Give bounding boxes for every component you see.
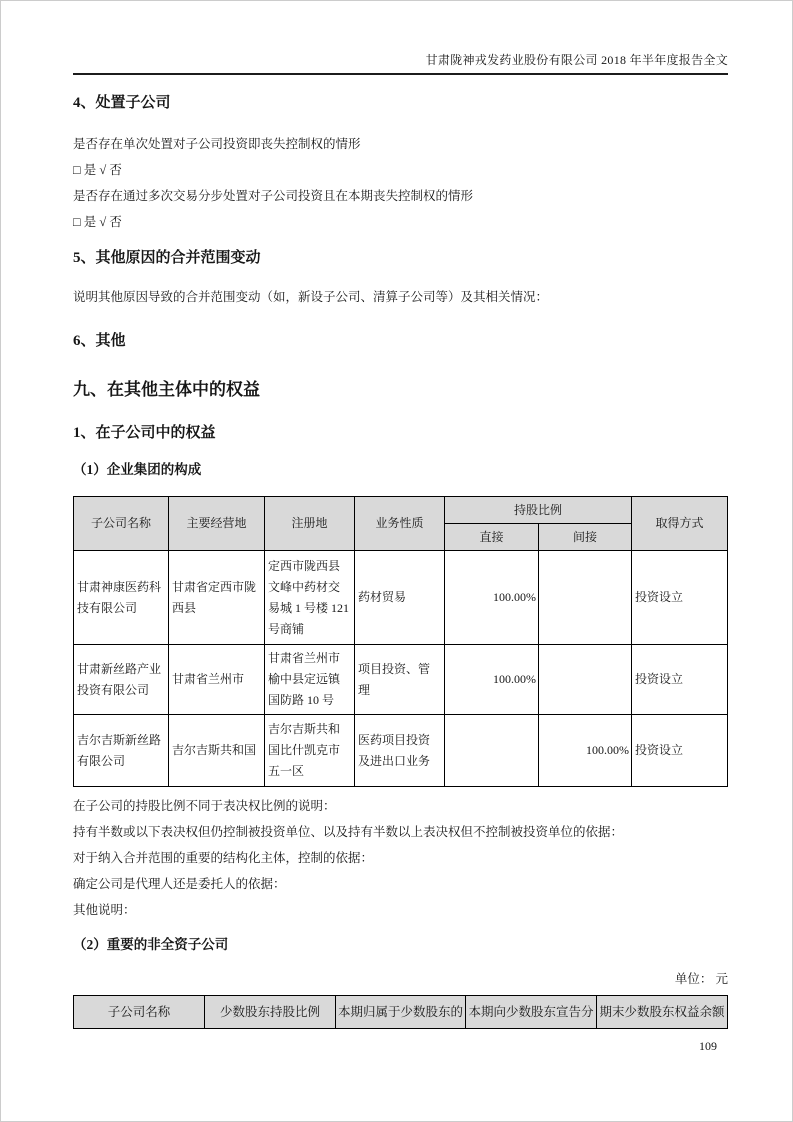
checkmark-icon: √ [99, 163, 107, 177]
subsidiaries-table [73, 496, 728, 787]
yes-label: 是 [83, 163, 97, 177]
cell-registered-place: 定西市陇西县文峰中药材交易城 1 号楼 121 号商铺 [265, 551, 355, 645]
col-header-subsidiary-name: 子公司名称 [74, 996, 205, 1029]
note-agent-or-principal: 确定公司是代理人还是委托人的依据： [73, 877, 286, 891]
cell-name: 甘肃神康医药科技有限公司 [74, 551, 169, 645]
page-number: 109 [699, 1039, 717, 1053]
col-header-registered-place: 注册地 [265, 497, 355, 551]
note-voting-ratio: 在子公司的持股比例不同于表决权比例的说明： [73, 799, 336, 813]
cell-indirect-ratio: 100.00% [539, 715, 632, 787]
cell-main-place: 甘肃省定西市陇西县 [169, 551, 265, 645]
table-row-silkroad-invest [74, 645, 728, 715]
cell-indirect-ratio [539, 645, 632, 715]
cell-registered-place: 甘肃省兰州市榆中县定远镇国防路 10 号 [265, 645, 355, 715]
table-row-kyrgyz-silkroad [74, 715, 728, 787]
checkbox-unchecked-icon: □ [73, 163, 81, 177]
yes-label: 是 [83, 215, 97, 229]
section-5-note: 说明其他原因导致的合并范围变动（如，新设子公司、清算子公司等）及其相关情况： [73, 290, 549, 304]
cell-method: 投资设立 [632, 551, 728, 645]
non-wholly-owned-subsidiaries-table [73, 995, 728, 1029]
page-content [73, 95, 728, 1029]
question-single-disposal: 是否存在单次处置对子公司投资即丧失控制权的情形 [73, 137, 361, 151]
cell-method: 投资设立 [632, 645, 728, 715]
question-stepwise-disposal: 是否存在通过多次交易分步处置对子公司投资且在本期丧失控制权的情形 [73, 189, 474, 203]
section-5-heading: 5、其他原因的合并范围变动 [73, 250, 261, 266]
section-4-heading: 4、处置子公司 [73, 95, 171, 111]
checkmark-icon: √ [99, 215, 107, 229]
note-other: 其他说明： [73, 903, 136, 917]
section-9-1-2-heading: （2）重要的非全资子公司 [73, 937, 229, 952]
no-label: 否 [109, 163, 122, 177]
col-header-indirect: 间接 [539, 524, 632, 551]
section-9-heading: 九、在其他主体中的权益 [73, 380, 260, 399]
cell-main-place: 吉尔吉斯共和国 [169, 715, 265, 787]
cell-name: 甘肃新丝路产业投资有限公司 [74, 645, 169, 715]
col-header-direct: 直接 [445, 524, 539, 551]
section-9-1-1-heading: （1）企业集团的构成 [73, 462, 202, 477]
note-half-voting-rights: 持有半数或以下表决权但仍控制被投资单位、以及持有半数以上表决权但不控制被投资单位的依据： [73, 825, 624, 839]
cell-direct-ratio: 100.00% [445, 551, 539, 645]
cell-business: 医药项目投资及进出口业务 [355, 715, 445, 787]
note-structured-entities: 对于纳入合并范围的重要的结构化主体，控制的依据： [73, 851, 374, 865]
col-header-acquisition-method: 取得方式 [632, 497, 728, 551]
subsidiary-notes [73, 793, 728, 923]
col-header-minority-equity-balance: 期末少数股东权益余额 [597, 996, 728, 1029]
col-header-minority-ratio: 少数股东持股比例 [205, 996, 336, 1029]
cell-method: 投资设立 [632, 715, 728, 787]
cell-registered-place: 吉尔吉斯共和国比什凯克市五一区 [265, 715, 355, 787]
unit-label: 单位： 元 [674, 972, 728, 986]
cell-direct-ratio: 100.00% [445, 645, 539, 715]
cell-indirect-ratio [539, 551, 632, 645]
cell-business: 项目投资、管理 [355, 645, 445, 715]
document-header [73, 1, 728, 75]
cell-business: 药材贸易 [355, 551, 445, 645]
col-header-main-place: 主要经营地 [169, 497, 265, 551]
col-header-minority-dividends: 本期向少数股东宣告分 [466, 996, 597, 1029]
cell-name: 吉尔吉斯新丝路有限公司 [74, 715, 169, 787]
col-header-shareholding-ratio: 持股比例 [445, 497, 632, 524]
section-6-heading: 6、其他 [73, 333, 126, 349]
col-header-subsidiary-name: 子公司名称 [74, 497, 169, 551]
cell-main-place: 甘肃省兰州市 [169, 645, 265, 715]
col-header-minority-profit: 本期归属于少数股东的 [336, 996, 466, 1029]
answer-stepwise-disposal [73, 214, 728, 230]
table-row-shenkang [74, 551, 728, 645]
answer-single-disposal [73, 162, 728, 178]
cell-direct-ratio [445, 715, 539, 787]
checkbox-unchecked-icon: □ [73, 215, 81, 229]
col-header-business-nature: 业务性质 [355, 497, 445, 551]
no-label: 否 [109, 215, 122, 229]
document-header-title: 甘肃陇神戎发药业股份有限公司 2018 年半年度报告全文 [425, 53, 728, 67]
section-9-1-heading: 1、在子公司中的权益 [73, 425, 216, 441]
